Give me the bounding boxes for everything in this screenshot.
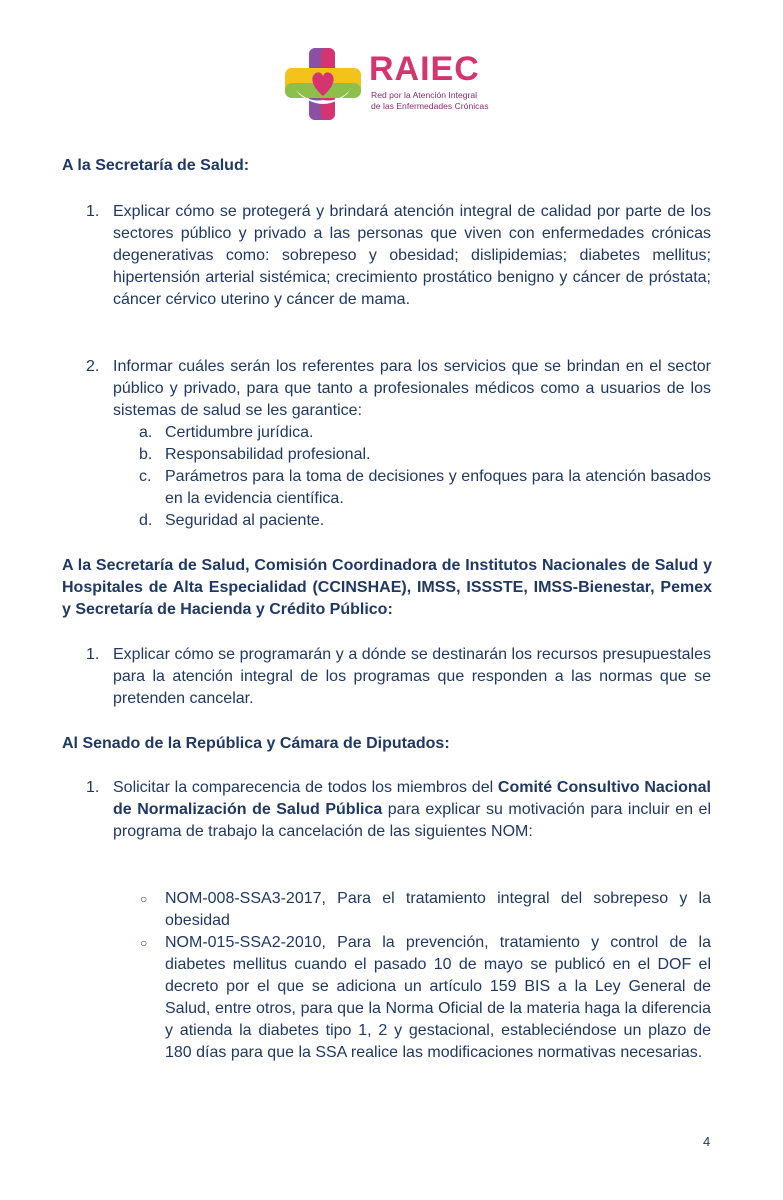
section3-item1-text-before: Solicitar la comparecencia de todos los miembros del bbox=[113, 779, 498, 796]
bullet-icon: ○ bbox=[140, 892, 148, 906]
section2-heading: A la Secretaría de Salud, Comisión Coordinadora de Institutos Nacionales de Salud y Hospitales de Alta Especialidad (CCINSHAE), IMSS, ISSSTE, IMSS-Bienestar, Pemex y Secretaría de Hacienda y Crédito Público: bbox=[62, 557, 712, 618]
section3-item1-text bbox=[113, 777, 711, 843]
bullet-icon: ○ bbox=[140, 936, 148, 950]
section3-item1-text-after: para explicar su motivación para incluir en el programa de trabajo la cancelación de las siguientes NOM: bbox=[113, 801, 711, 840]
section1-item2-text: Informar cuáles serán los referentes para los servicios que se brindan en el sector público y privado, para que tanto a profesionales médicos como a usuarios de los sistemas de salud se les garantice: bbox=[113, 358, 711, 419]
logo-subtitle-line2: de las Enfermedades Crónicas bbox=[371, 101, 489, 111]
section1-item1-text: Explicar cómo se protegerá y brindará atención integral de calidad por parte de los sectores público y privado a las personas que viven con enfermedades crónicas degenerativas como: sobrepeso y obesidad; dislipidemias; diabetes mellitus; hipertensión arterial sistémica; crecimiento prostático benigno y cáncer de próstata; cáncer cérvico uterino y cáncer de mama. bbox=[113, 203, 711, 308]
subitem-b-text: Responsabilidad profesional. bbox=[165, 446, 371, 463]
subitem-b-letter: b. bbox=[139, 446, 153, 463]
page-number: 4 bbox=[703, 1134, 711, 1149]
subitem-a-letter: a. bbox=[139, 424, 153, 441]
logo-title: RAIEC bbox=[369, 50, 480, 88]
nom-015-text: NOM-015-SSA2-2010, Para la prevención, tratamiento y control de la diabetes mellitus cuando el pasado 10 de mayo se publicó en el DOF el decreto por el que se adiciona un artículo 159 BIS a la Ley General de Salud, entre otros, para que la Norma Oficial de la materia haga la diferencia y atienda la diabetes tipo 1, 2 y gestacional, estableciéndose un plazo de 180 días para que la SSA realice las modificaciones normativas necesarias. bbox=[165, 934, 711, 1061]
subitem-c-letter: c. bbox=[139, 468, 152, 485]
section3-item1-number: 1. bbox=[86, 779, 100, 796]
section2-item1-text: Explicar cómo se programarán y a dónde se destinarán los recursos presupuestales para la atención integral de los programas que responden a las normas que se pretenden cancelar. bbox=[113, 646, 711, 707]
section1-heading: A la Secretaría de Salud: bbox=[62, 157, 250, 174]
section1-item2-number: 2. bbox=[86, 358, 100, 375]
section2-item1-number: 1. bbox=[86, 646, 100, 663]
logo-subtitle bbox=[371, 90, 489, 112]
nom-008-text: NOM-008-SSA3-2017, Para el tratamiento integral del sobrepeso y la obesidad bbox=[165, 890, 711, 929]
logo-subtitle-line1: Red por la Atención Integral bbox=[371, 90, 478, 100]
subitem-d-letter: d. bbox=[139, 512, 153, 529]
subitem-c-text: Parámetros para la toma de decisiones y enfoques para la atención basados en la evidencia científica. bbox=[165, 468, 711, 507]
raiec-logo bbox=[283, 46, 513, 122]
subitem-d-text: Seguridad al paciente. bbox=[165, 512, 325, 529]
section1-item1-number: 1. bbox=[86, 203, 100, 220]
section3-heading: Al Senado de la República y Cámara de Diputados: bbox=[62, 735, 450, 752]
committee-name: Comité Consultivo Nacional de Normalización de Salud Pública bbox=[113, 779, 711, 818]
cross-hands-heart-icon bbox=[283, 46, 363, 122]
subitem-a-text: Certidumbre jurídica. bbox=[165, 424, 314, 441]
